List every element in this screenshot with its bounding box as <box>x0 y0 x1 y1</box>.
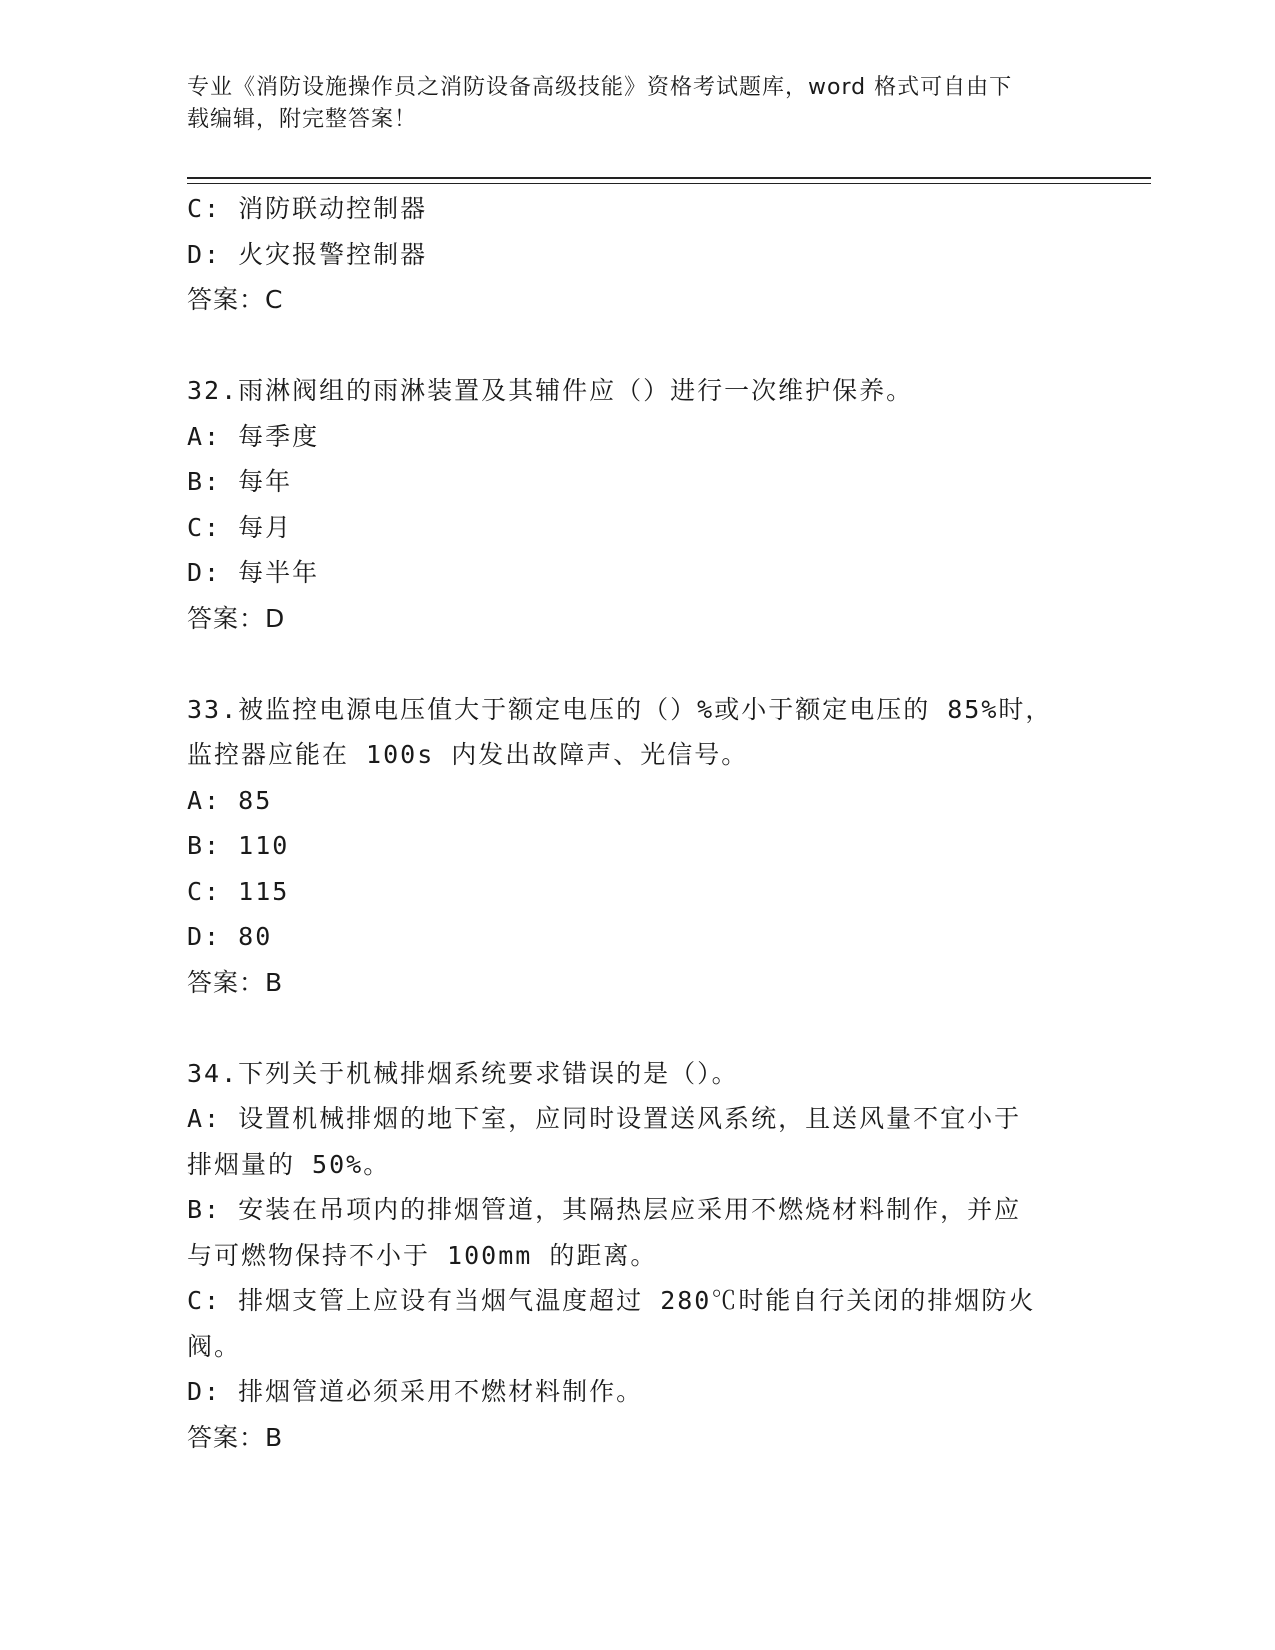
spacer <box>187 323 1087 369</box>
answer: 答案：D <box>187 603 286 633</box>
option-d: D: 火灾报警控制器 <box>187 239 428 269</box>
question-text-line-1: 33.被监控电源电压值大于额定电压的（）%或小于额定电压的 85%时， <box>187 694 1053 724</box>
header-line-2: 载编辑，附完整答案！ <box>187 107 418 132</box>
option-b-line-2: 与可燃物保持不小于 100mm 的距离。 <box>187 1240 658 1270</box>
option-b: B: 每年 <box>187 467 293 496</box>
question-text: 32.雨淋阀组的雨淋装置及其辅件应（）进行一次维护保养。 <box>187 376 914 405</box>
spacer <box>187 1005 1087 1051</box>
question-text-line-2: 监控器应能在 100s 内发出故障声、光信号。 <box>187 740 749 769</box>
header-line-1: 专业《消防设施操作员之消防设备高级技能》资格考试题库，word 格式可自由下 <box>187 75 1013 100</box>
option-b-line-1: B: 安装在吊项内的排烟管道，其隔热层应采用不燃烧材料制作，并应 <box>187 1195 1022 1224</box>
option-d: D: 排烟管道必须采用不燃材料制作。 <box>187 1377 644 1406</box>
header-divider-thick <box>187 177 1151 179</box>
option-c: C: 每月 <box>187 512 293 542</box>
answer: 答案：B <box>187 1422 284 1452</box>
option-d: D: 每半年 <box>187 558 320 587</box>
answer: 答案：C <box>187 285 284 314</box>
header-divider-thin <box>187 183 1151 184</box>
question-text: 34.下列关于机械排烟系统要求错误的是（）。 <box>187 1058 739 1088</box>
option-a: A: 85 <box>187 785 273 815</box>
option-a: A: 每季度 <box>187 421 320 451</box>
question-32 <box>187 368 1087 641</box>
question-34 <box>187 1051 1087 1461</box>
answer: 答案：B <box>187 967 284 997</box>
option-c-line-1: C: 排烟支管上应设有当烟气温度超过 280℃时能自行关闭的排烟防火 <box>187 1286 1036 1315</box>
option-c-line-2: 阀。 <box>187 1331 242 1361</box>
option-d: D: 80 <box>187 922 273 951</box>
option-a-line-1: A: 设置机械排烟的地下室，应同时设置送风系统，且送风量不宜小于 <box>187 1104 1022 1133</box>
option-b: B: 110 <box>187 831 290 860</box>
question-33 <box>187 687 1087 1006</box>
spacer <box>187 641 1087 687</box>
question-list <box>187 186 1087 1460</box>
question-31-tail <box>187 186 1087 323</box>
document-header <box>187 72 1067 136</box>
option-c: C: 115 <box>187 876 290 906</box>
option-a-line-2: 排烟量的 50%。 <box>187 1149 391 1179</box>
option-c: C: 消防联动控制器 <box>187 194 428 223</box>
